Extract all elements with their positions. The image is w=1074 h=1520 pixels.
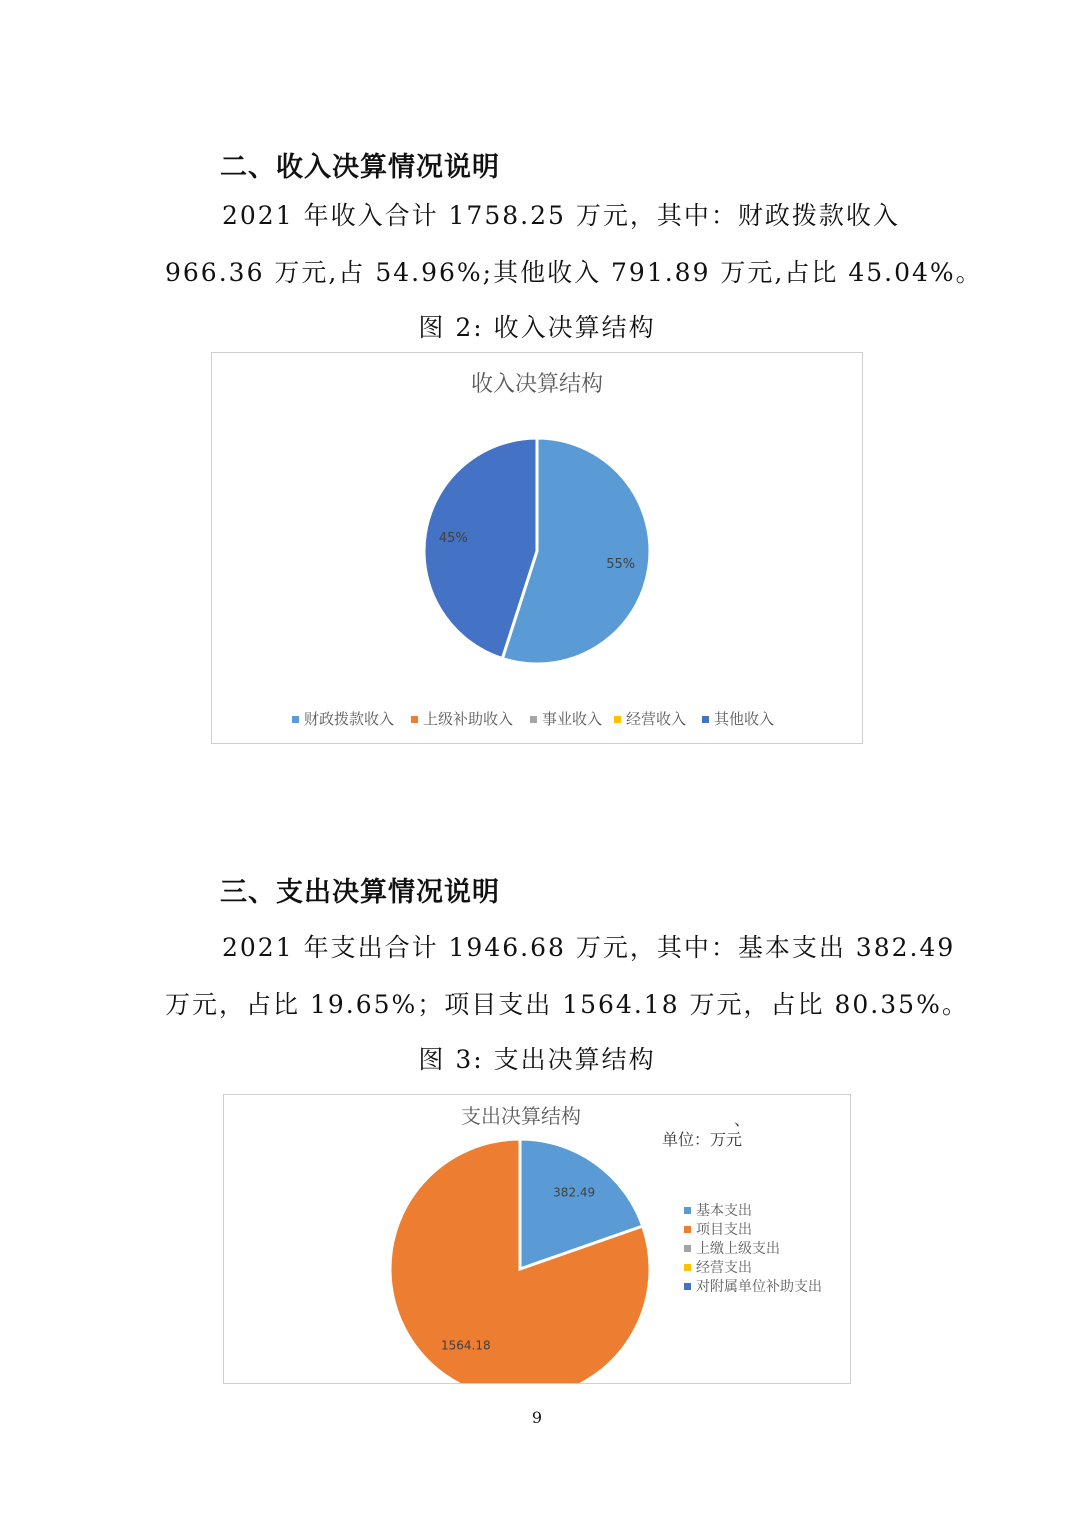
income-chart-frame — [211, 352, 863, 744]
legend-label-2: 上级补助收入 — [423, 710, 514, 728]
legend-label-5: 对附属单位补助支出 — [696, 1279, 822, 1295]
section-3-paragraph-line-2: 万元，占比 19.65%；项目支出 1564.18 万元，占比 80.35%。 — [165, 990, 969, 1019]
legend-label-2: 项目支出 — [696, 1222, 752, 1238]
legend-swatch-2 — [411, 716, 418, 723]
legend-label-3: 事业收入 — [542, 710, 603, 728]
legend-label-4: 经营收入 — [626, 710, 687, 728]
figure-2-caption: 图 2: 收入决算结构 — [418, 313, 656, 342]
section-3-heading: 三、支出决算情况说明 — [220, 877, 500, 908]
expense-chart-frame — [223, 1094, 851, 1384]
legend-swatch-1 — [292, 716, 299, 723]
legend-label-4: 经营支出 — [696, 1260, 752, 1276]
expense-chart-title: 支出决算结构 — [461, 1104, 581, 1128]
legend-label-3: 上缴上级支出 — [696, 1241, 780, 1257]
pie-data-label-2: 1564.18 — [441, 1338, 491, 1353]
section-2-paragraph-line-1: 2021 年收入合计 1758.25 万元，其中：财政拨款收入 — [222, 201, 900, 230]
legend-swatch-1 — [684, 1207, 691, 1214]
income-chart-title: 收入决算结构 — [470, 372, 604, 397]
section-2-paragraph-line-2: 966.36 万元,占 54.96%;其他收入 791.89 万元,占比 45.04%。 — [165, 258, 983, 287]
legend-swatch-5 — [684, 1283, 691, 1290]
pie-data-label-5: 45% — [438, 530, 468, 546]
legend-swatch-5 — [702, 716, 709, 723]
section-3-paragraph-line-1: 2021 年支出合计 1946.68 万元，其中：基本支出 382.49 — [222, 933, 956, 962]
legend-label-5: 其他收入 — [714, 710, 775, 728]
stray-mark: 、 — [734, 1110, 751, 1129]
legend-label-1: 基本支出 — [696, 1203, 752, 1219]
section-2-heading: 二、收入决算情况说明 — [220, 152, 500, 183]
legend-label-1: 财政拨款收入 — [304, 710, 395, 728]
legend-swatch-4 — [684, 1264, 691, 1271]
pie-data-label-1: 55% — [606, 557, 636, 573]
legend-swatch-2 — [684, 1226, 691, 1233]
pie-data-label-1: 382.49 — [553, 1185, 596, 1200]
expense-pie-chart — [224, 1095, 850, 1383]
legend-swatch-4 — [614, 716, 621, 723]
legend-swatch-3 — [684, 1245, 691, 1252]
page-number: 9 — [531, 1408, 543, 1427]
unit-note: 单位：万元 — [662, 1130, 743, 1149]
income-pie-chart — [212, 353, 862, 743]
legend-swatch-3 — [530, 716, 537, 723]
figure-3-caption: 图 3: 支出决算结构 — [418, 1045, 656, 1074]
